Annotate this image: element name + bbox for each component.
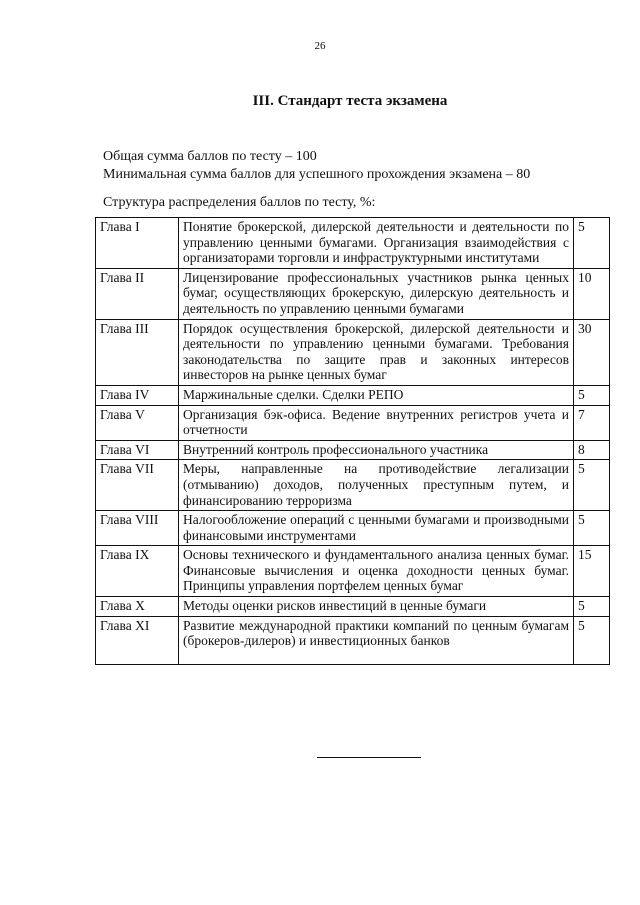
points-distribution-table — [95, 217, 610, 665]
page-number: 26 — [314, 40, 326, 52]
percent-cell: 5 — [574, 385, 610, 405]
topic-cell: Понятие брокерской, дилерской деятельности и деятельности по управлению ценными бумагами. Организация взаимодействия с организаторами торговли и инфраструктурными институтами — [179, 218, 574, 269]
section-heading: III. Стандарт теста экзамена — [252, 93, 448, 109]
topic-cell: Порядок осуществления брокерской, дилерской деятельности и деятельности по управлению ценными бумагами. Требования законодательства по защите прав и законных интересов инвесторов на рынке ценных бумаг — [179, 319, 574, 385]
chapter-cell: Глава XI — [96, 616, 179, 664]
percent-cell: 15 — [574, 546, 610, 597]
topic-cell: Методы оценки рисков инвестиций в ценные бумаги — [179, 597, 574, 617]
chapter-cell: Глава III — [96, 319, 179, 385]
table-row — [96, 460, 610, 511]
chapter-cell: Глава I — [96, 218, 179, 269]
table-row — [96, 319, 610, 385]
topic-cell: Лицензирование профессиональных участников рынка ценных бумаг, осуществляющих брокерскую, дилерскую деятельность и деятельность по управлению ценными бумагами — [179, 268, 574, 319]
percent-cell: 5 — [574, 597, 610, 617]
chapter-cell: Глава VI — [96, 440, 179, 460]
topic-cell: Меры, направленные на противодействие легализации (отмыванию) доходов, полученных преступным путем, и финансированию терроризма — [179, 460, 574, 511]
topic-cell: Развитие международной практики компаний по ценным бумагам (брокеров-дилеров) и инвестиционных банков — [179, 616, 574, 664]
table-row — [96, 218, 610, 269]
structure-caption: Структура распределения баллов по тесту, %: — [103, 195, 376, 210]
chapter-cell: Глава IV — [96, 385, 179, 405]
percent-cell: 5 — [574, 616, 610, 664]
table-row — [96, 511, 610, 546]
table-row — [96, 597, 610, 617]
table-row — [96, 440, 610, 460]
topic-cell: Налогообложение операций с ценными бумагами и производными финансовыми инструментами — [179, 511, 574, 546]
percent-cell: 7 — [574, 405, 610, 440]
table-row — [96, 616, 610, 664]
percent-cell: 10 — [574, 268, 610, 319]
table-row — [96, 546, 610, 597]
topic-cell: Основы технического и фундаментального анализа ценных бумаг. Финансовые вычисления и оценка доходности ценных бумаг. Принципы управления портфелем ценных бумаг — [179, 546, 574, 597]
table-row — [96, 268, 610, 319]
chapter-cell: Глава VII — [96, 460, 179, 511]
chapter-cell: Глава X — [96, 597, 179, 617]
total-points-text: Общая сумма баллов по тесту – 100 — [103, 149, 317, 164]
percent-cell: 8 — [574, 440, 610, 460]
chapter-cell: Глава II — [96, 268, 179, 319]
percent-cell: 5 — [574, 218, 610, 269]
table-row — [96, 385, 610, 405]
chapter-cell: Глава VIII — [96, 511, 179, 546]
percent-cell: 5 — [574, 460, 610, 511]
footer-rule — [317, 757, 421, 758]
chapter-cell: Глава V — [96, 405, 179, 440]
min-points-text: Минимальная сумма баллов для успешного прохождения экзамена – 80 — [103, 167, 531, 182]
topic-cell: Организация бэк-офиса. Ведение внутренних регистров учета и отчетности — [179, 405, 574, 440]
percent-cell: 5 — [574, 511, 610, 546]
topic-cell: Маржинальные сделки. Сделки РЕПО — [179, 385, 574, 405]
topic-cell: Внутренний контроль профессионального участника — [179, 440, 574, 460]
table-row — [96, 405, 610, 440]
percent-cell: 30 — [574, 319, 610, 385]
chapter-cell: Глава IX — [96, 546, 179, 597]
table-body — [96, 218, 610, 665]
